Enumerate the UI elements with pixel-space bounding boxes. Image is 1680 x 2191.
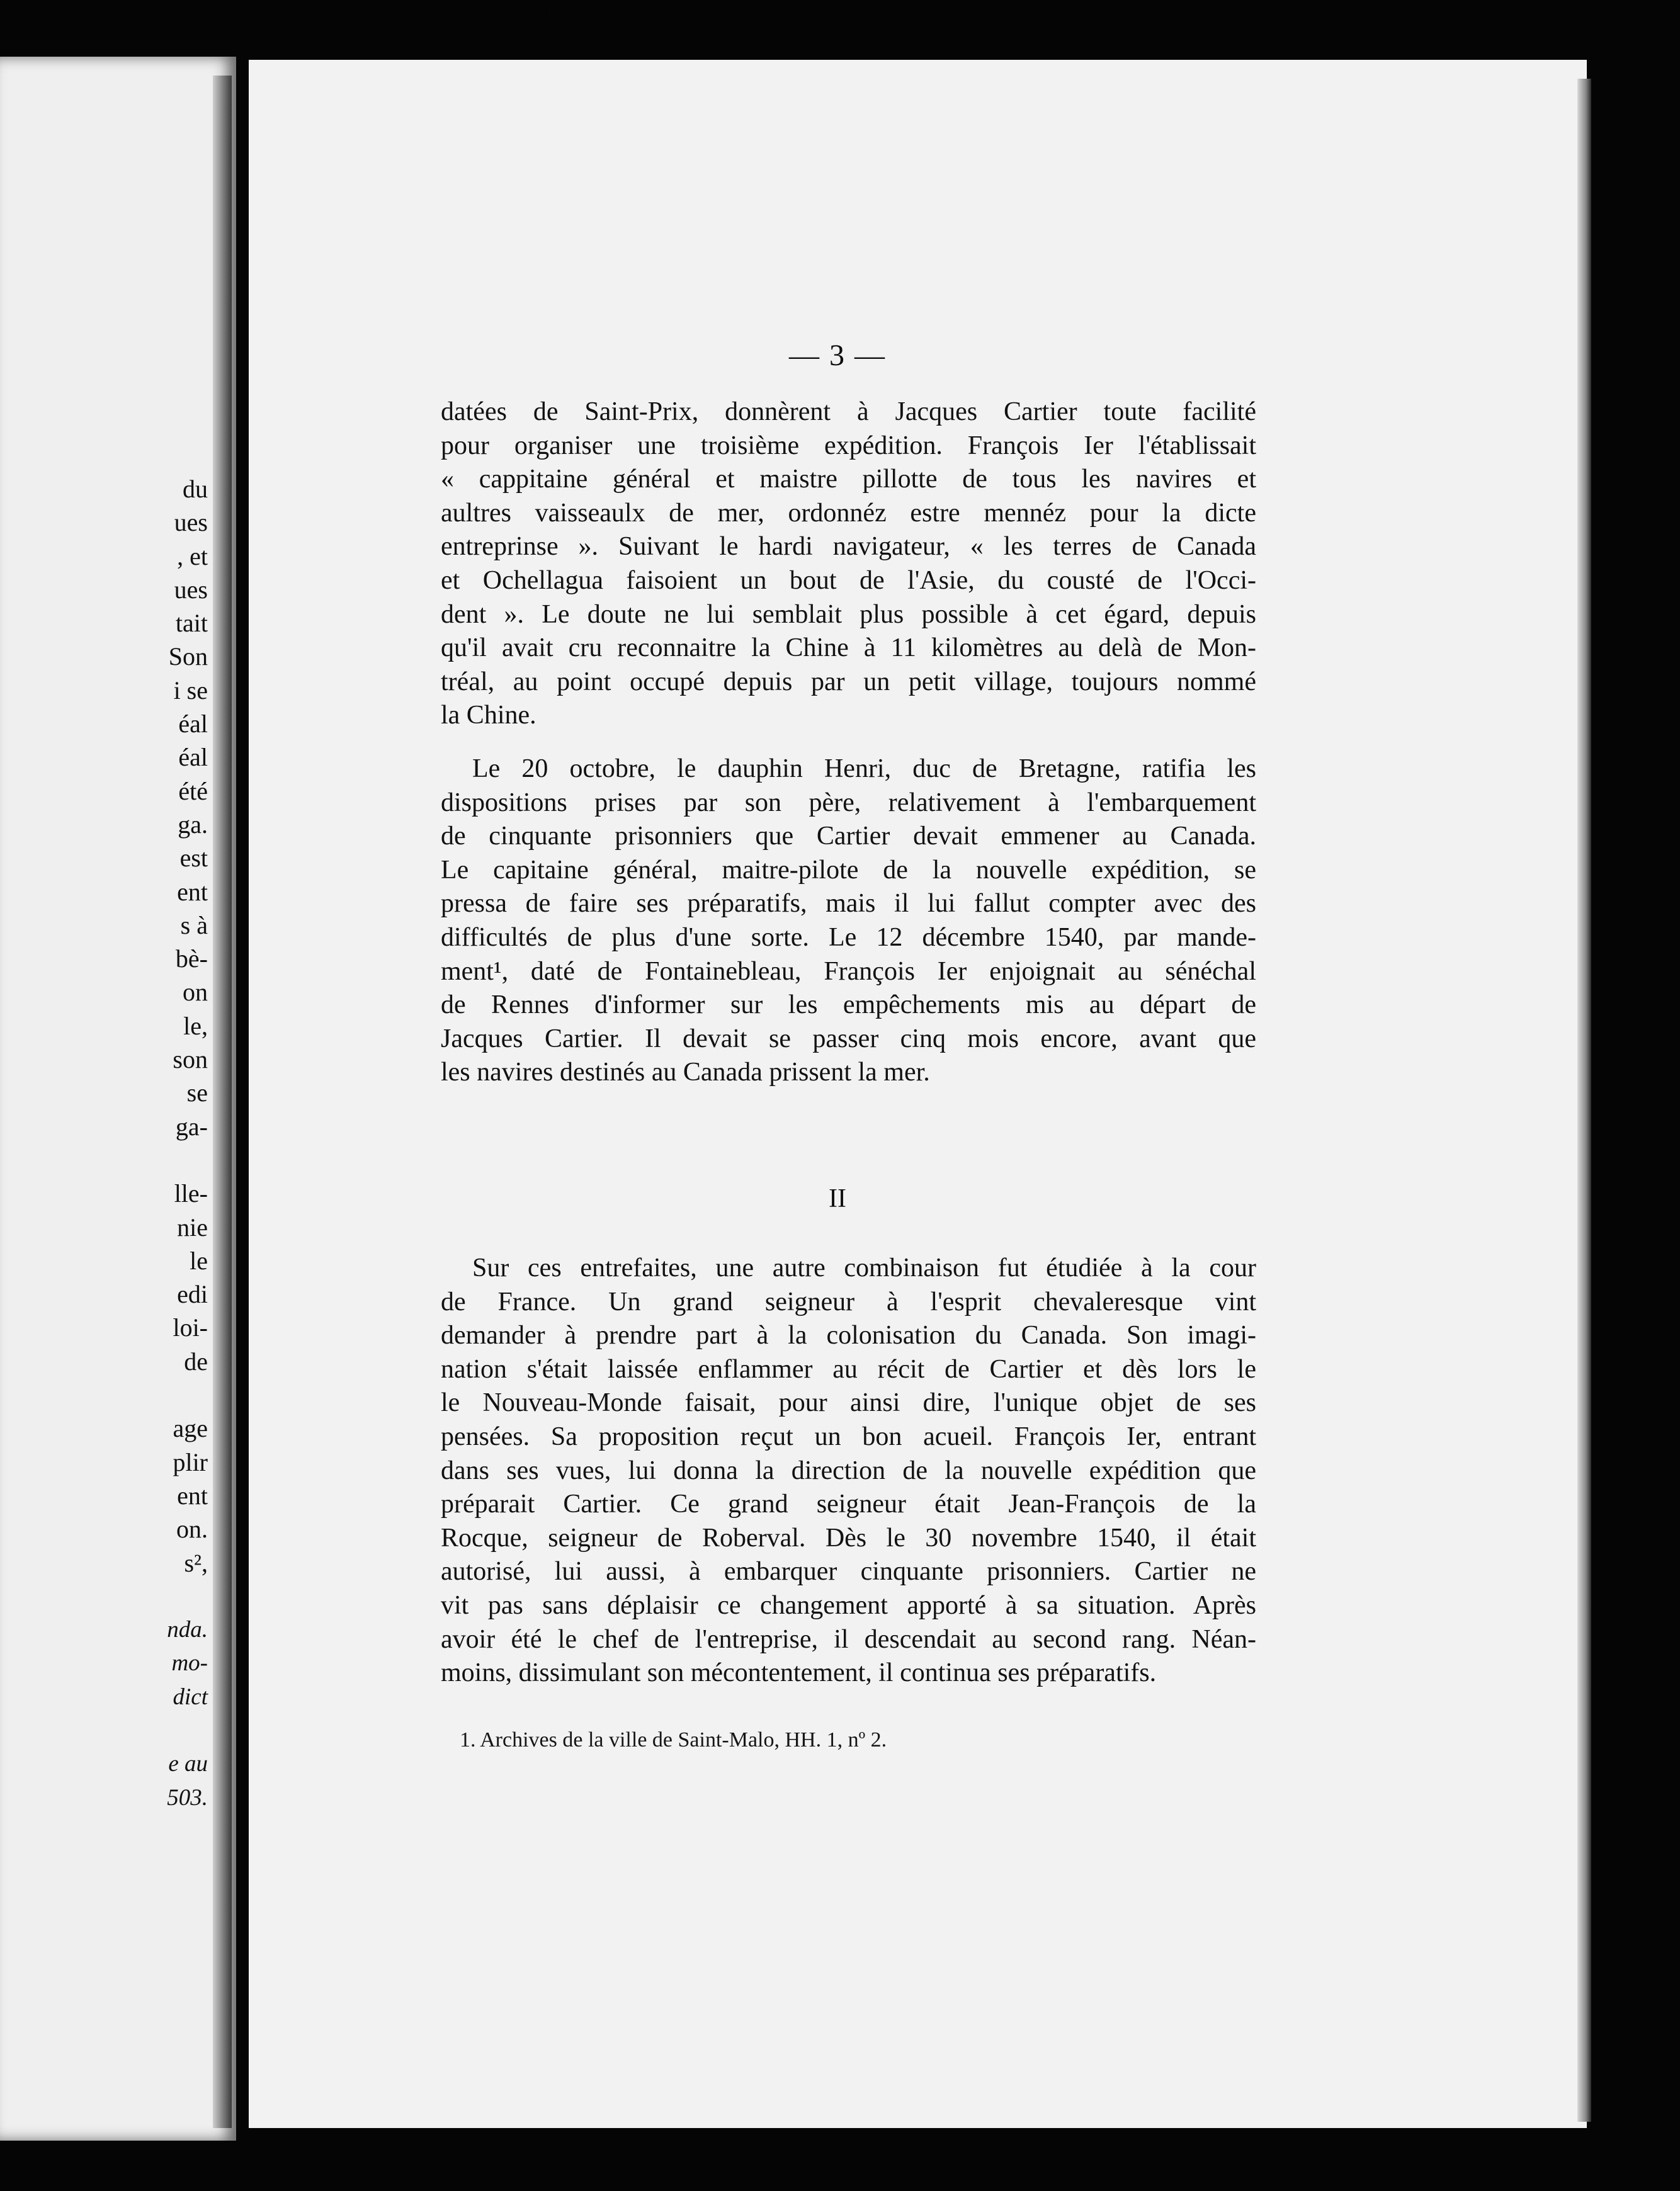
section-heading: II (829, 1184, 846, 1213)
text-line: datées de Saint-Prix, donnèrent à Jacques Cartier toute facilité (441, 397, 1256, 426)
text-line: nation s'était laissée enflammer au récit de Cartier et dès lors le (441, 1354, 1256, 1384)
left-page-fragment: est (179, 844, 208, 873)
left-page-fragment: été (178, 776, 208, 805)
left-page-fragment: ent (177, 1481, 208, 1510)
text-line: demander à prendre part à la colonisation du Canada. Son imagi- (441, 1321, 1256, 1350)
text-line: vit pas sans déplaisir ce changement apporté à sa situation. Après (441, 1590, 1256, 1620)
left-page-fragment: le (190, 1246, 208, 1275)
left-page-fragment: ent (177, 877, 208, 906)
text-line: préparait Cartier. Ce grand seigneur était Jean-François de la (441, 1490, 1256, 1519)
text-line: autorisé, lui aussi, à embarquer cinquante prisonniers. Cartier ne (441, 1557, 1256, 1587)
text-line: Le 20 octobre, le dauphin Henri, duc de Bretagne, ratifia les (472, 754, 1256, 783)
text-line: Rocque, seigneur de Roberval. Dès le 30 novembre 1540, il était (441, 1523, 1256, 1553)
left-page-fragment: nda. (167, 1617, 208, 1643)
left-page (0, 57, 236, 2141)
left-page-fragment (0, 1714, 208, 1747)
text-line: ment¹, daté de Fontainebleau, François Ier enjoignait au sénéchal (441, 956, 1256, 986)
left-page-fragment: edi (177, 1280, 208, 1309)
left-page-fragment: se (186, 1079, 208, 1107)
text-line: entreprinse ». Suivant le hardi navigateur, « les terres de Canada (441, 532, 1256, 562)
text-line: aultres vaisseaulx de mer, ordonnéz estre mennéz pour la dicte (441, 498, 1256, 528)
text-line: tréal, au point occupé depuis par un petit village, toujours nommé (441, 667, 1256, 696)
left-page-fragment: tait (175, 609, 208, 638)
text-line: le Nouveau-Monde faisait, pour ainsi dire, l'unique objet de ses (441, 1388, 1256, 1418)
text-line: dispositions prises par son père, relativement à l'embarquement (441, 788, 1256, 817)
left-page-fragment: age (173, 1414, 208, 1443)
text-line: pour organiser une troisième expédition. François Ier l'établissait (441, 431, 1256, 460)
left-page-fragment: de (184, 1347, 208, 1376)
left-page-fragment: nie (177, 1213, 208, 1242)
left-page-fragment: mo- (171, 1650, 208, 1677)
left-page-fragment: le, (183, 1011, 208, 1040)
left-page-fragment: bè- (175, 944, 208, 973)
left-page-fragment (0, 1143, 208, 1177)
text-line: les navires destinés au Canada prissent la mer. (441, 1058, 930, 1087)
left-page-fragment: s², (184, 1548, 208, 1577)
page-number: — 3 — (789, 339, 886, 372)
left-page-fragment (0, 1580, 208, 1613)
footnote: 1. Archives de la ville de Saint-Malo, HH. 1, nº 2. (460, 1728, 887, 1752)
text-line: Le capitaine général, maitre-pilote de la nouvelle expédition, se (441, 855, 1256, 885)
text-line: avoir été le chef de l'entreprise, il descendait au second rang. Néan- (441, 1624, 1256, 1654)
text-line: moins, dissimulant son mécontentement, il continua ses préparatifs. (441, 1658, 1157, 1688)
left-page-fragment: éal (178, 743, 208, 772)
left-page-fragment: plir (173, 1447, 208, 1476)
left-page-fragment: éal (178, 710, 208, 739)
left-page-fragment: s à (180, 910, 208, 939)
text-line: dent ». Le doute ne lui semblait plus possible à cet égard, depuis (441, 599, 1256, 629)
left-page-fragment: i se (173, 676, 208, 705)
paragraph-3 (441, 1252, 1256, 1690)
left-page-fragment: , et (177, 541, 208, 570)
text-line: qu'il avait cru reconnaitre la Chine à 11 kilomètres au delà de Mon- (441, 633, 1256, 663)
text-line: de France. Un grand seigneur à l'esprit chevaleresque vint (441, 1287, 1256, 1316)
left-page-fragment: on. (176, 1515, 208, 1544)
text-line: de Rennes d'informer sur les empêchements mis au départ de (441, 990, 1256, 1020)
left-page-fragment: loi- (173, 1313, 208, 1342)
text-line: « cappitaine général et maistre pillotte de tous les navires et (441, 465, 1256, 494)
text-line: pressa de faire ses préparatifs, mais il lui fallut compter avec des (441, 889, 1256, 919)
left-page-fragment: Son (168, 642, 208, 671)
text-line: pensées. Sa proposition reçut un bon acueil. François Ier, entrant (441, 1422, 1256, 1451)
text-line: dans ses vues, lui donna la direction de la nouvelle expédition que (441, 1456, 1256, 1485)
left-page-fragment: on (183, 978, 208, 1007)
left-page-gutter-shadow (213, 76, 232, 2128)
left-page-fragment: 503. (167, 1784, 208, 1811)
left-page-fragment (0, 1378, 208, 1412)
left-page-fragment: dict (173, 1684, 208, 1710)
text-line: et Ochellagua faisoient un bout de l'Asie, du cousté de l'Occi- (441, 565, 1256, 595)
text-line: la Chine. (441, 701, 536, 730)
left-page-fragment: ues (174, 575, 208, 604)
paragraph-2 (441, 752, 1256, 1090)
text-line: de cinquante prisonniers que Cartier devait emmener au Canada. (441, 822, 1256, 851)
left-page-fragment: e au (168, 1751, 208, 1777)
left-page-fragment: son (173, 1045, 208, 1074)
text-line: Jacques Cartier. Il devait se passer cinq mois encore, avant que (441, 1024, 1256, 1053)
paragraph-1 (441, 395, 1256, 733)
left-page-fragment: ga- (175, 1112, 208, 1141)
left-page-fragment: ues (174, 508, 208, 537)
main-page (249, 60, 1587, 2128)
left-page-fragment: ga. (178, 810, 208, 839)
left-page-fragment: lle- (174, 1179, 208, 1208)
text-line: Sur ces entrefaites, une autre combinaison fut étudiée à la cour (472, 1254, 1256, 1282)
left-page-text-fragments (0, 472, 208, 1815)
left-page-fragment: du (183, 475, 208, 503)
page-edge (1577, 79, 1591, 2122)
text-line: difficultés de plus d'une sorte. Le 12 décembre 1540, par mande- (441, 922, 1256, 952)
